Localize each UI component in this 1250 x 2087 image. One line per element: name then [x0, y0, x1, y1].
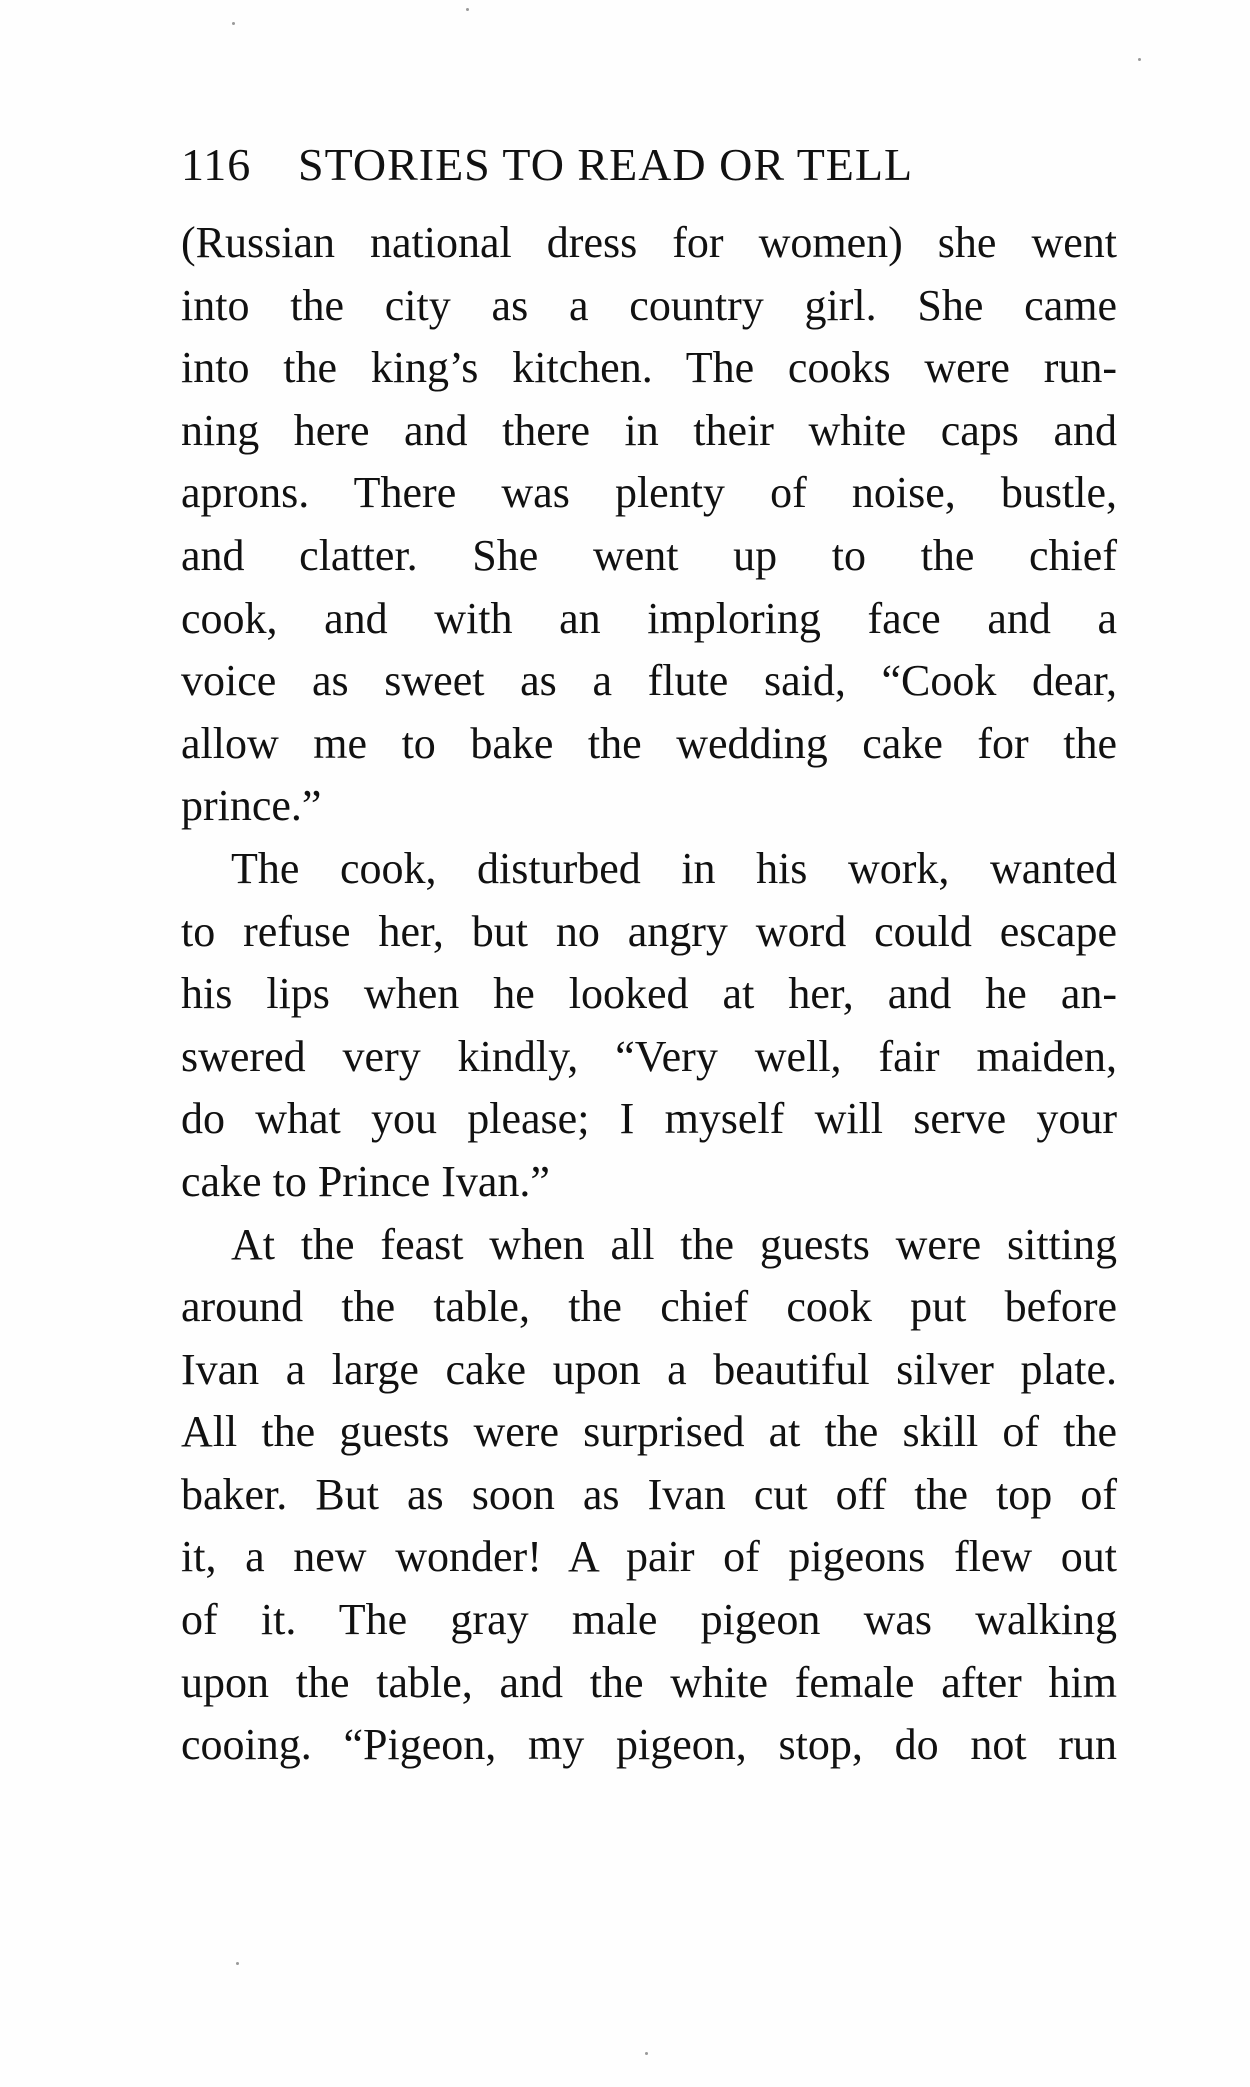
text-line: aprons. There was plenty of noise, bustle,	[181, 468, 1117, 518]
text-line: swered very kindly, “Very well, fair maiden,	[181, 1031, 1117, 1081]
text-line: Ivan a large cake upon a beautiful silver plate.	[181, 1344, 1117, 1394]
text-line: to refuse her, but no angry word could escape	[181, 906, 1117, 956]
text-line: of it. The gray male pigeon was walking	[181, 1595, 1117, 1645]
scan-speck	[645, 2052, 648, 2055]
text-line: baker. But as soon as Ivan cut off the top of	[181, 1469, 1117, 1519]
text-line: upon the table, and the white female after him	[181, 1657, 1117, 1707]
text-line: allow me to bake the wedding cake for the	[181, 718, 1117, 768]
text-line: voice as sweet as a flute said, “Cook dear,	[181, 656, 1117, 706]
text-line: (Russian national dress for women) she went	[181, 218, 1117, 267]
text-line: cake to Prince Ivan.”	[181, 1156, 550, 1206]
text-line: cooing. “Pigeon, my pigeon, stop, do not run	[181, 1720, 1117, 1770]
text-line: it, a new wonder! A pair of pigeons flew out	[181, 1532, 1117, 1582]
text-line: prince.”	[181, 781, 322, 831]
page-number: 116	[181, 139, 252, 190]
scan-speck	[1138, 58, 1141, 61]
running-title: STORIES TO READ OR TELL	[298, 139, 914, 190]
text-line: ning here and there in their white caps and	[181, 405, 1117, 455]
body-text	[181, 212, 1117, 1777]
text-line: At the feast when all the guests were sitting	[231, 1219, 1117, 1269]
text-line: into the city as a country girl. She came	[181, 280, 1117, 330]
scan-speck	[466, 8, 469, 11]
text-line: into the king’s kitchen. The cooks were run-	[181, 343, 1117, 393]
running-header	[181, 138, 1116, 198]
text-line: cook, and with an imploring face and a	[181, 593, 1117, 643]
text-line: around the table, the chief cook put before	[181, 1282, 1117, 1332]
text-line: and clatter. She went up to the chief	[181, 530, 1117, 580]
text-line: do what you please; I myself will serve your	[181, 1094, 1117, 1144]
text-line: The cook, disturbed in his work, wanted	[231, 843, 1117, 893]
scan-speck	[236, 1962, 239, 1965]
text-line: All the guests were surprised at the skill of the	[181, 1407, 1117, 1457]
text-line: his lips when he looked at her, and he an-	[181, 969, 1117, 1019]
scan-speck	[232, 22, 235, 25]
